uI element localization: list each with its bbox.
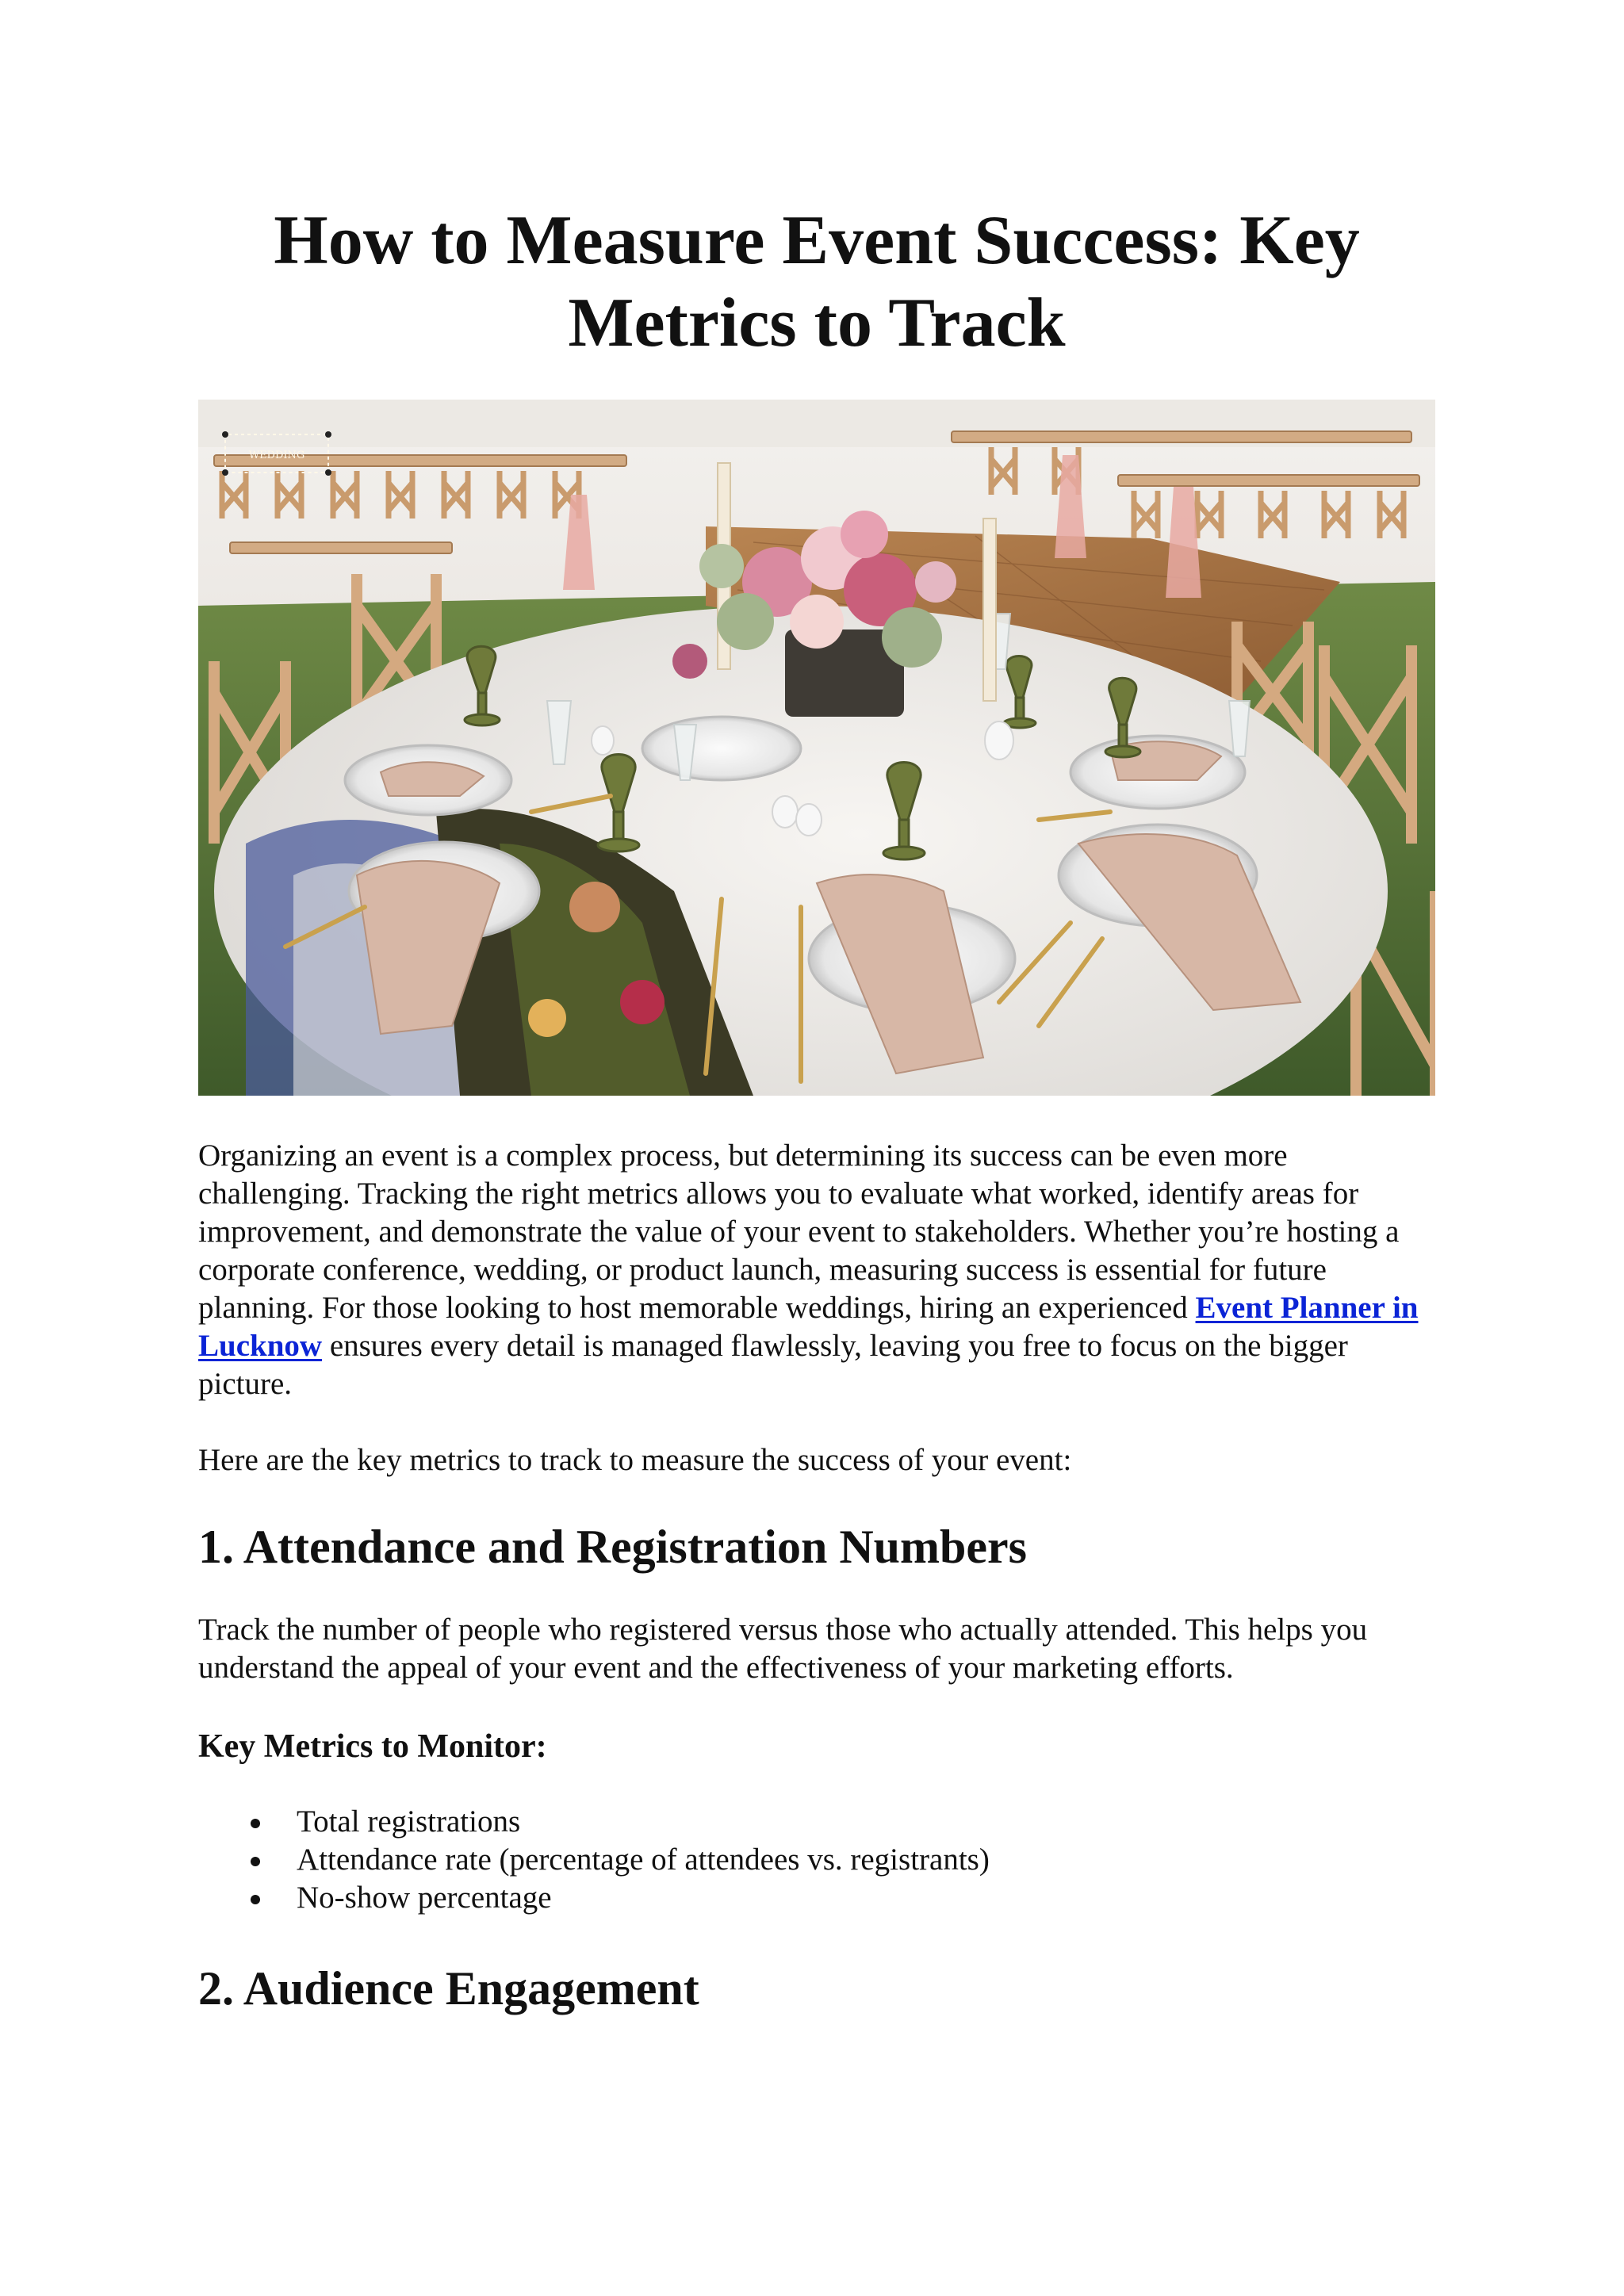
list-item-text: Attendance rate (percentage of attendees vs. registrants): [297, 1843, 990, 1877]
key-metrics-list: [198, 1803, 990, 1917]
bullet-icon: [251, 1819, 260, 1828]
bullet-icon: [251, 1895, 260, 1904]
section-heading-engagement: 2. Audience Engagement: [198, 1962, 699, 2015]
list-item: [198, 1841, 990, 1879]
intro-text-before-link: Organizing an event is a complex process, but determining its success can be even more challenging. Tracking the right metrics allows you to evaluate what worked, identify areas for improvement, and demonstrate the value of your event to stakeholders. Whether you’re hosting a corporate conference, wedding, or product launch, measuring success is essential for future planning. For those looking to host memorable weddings, hiring an experienced: [198, 1138, 1400, 1325]
list-item-text: No-show percentage: [297, 1881, 552, 1915]
section-body-attendance: Track the number of people who registered versus those who actually attended. This helps you understand the appeal of your event and the effectiveness of your marketing efforts.: [198, 1613, 1368, 1685]
list-item: [198, 1803, 990, 1841]
page-title: How to Measure Event Success: Key Metrics to Track: [274, 202, 1360, 362]
list-item: [198, 1879, 990, 1917]
hero-image: [198, 400, 1435, 1096]
section-heading-attendance: 1. Attendance and Registration Numbers: [198, 1521, 1027, 1573]
bullet-icon: [251, 1857, 260, 1866]
subheading-key-metrics: Key Metrics to Monitor:: [198, 1728, 547, 1765]
event-planner-link[interactable]: Event Planner in Lucknow: [198, 1291, 1419, 1363]
list-item-text: Total registrations: [297, 1804, 521, 1839]
intro-paragraph: [198, 1137, 1435, 1403]
logo-text: WEDDING: [248, 450, 305, 461]
lead-in-paragraph: Here are the key metrics to track to measure the success of your event:: [198, 1443, 1072, 1477]
intro-text-after-link: ensures every detail is managed flawlessly, leaving you free to focus on the bigger picture.: [198, 1329, 1348, 1401]
